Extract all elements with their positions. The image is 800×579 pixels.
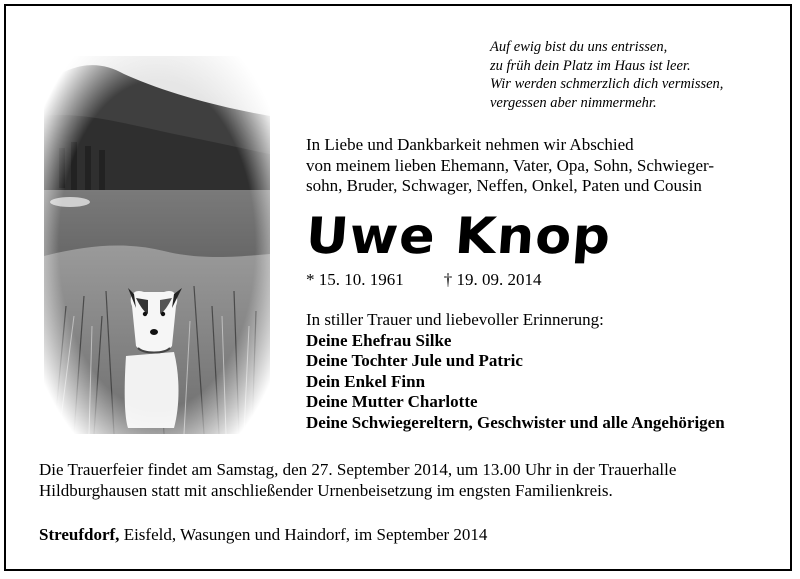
place-and-date xyxy=(39,525,487,545)
intro-line: von meinem lieben Ehemann, Vater, Opa, Sohn, Schwieger- xyxy=(306,155,714,175)
place-rest: Eisfeld, Wasungen und Haindorf, im September 2014 xyxy=(119,525,488,544)
intro-line: In Liebe und Dankbarkeit nehmen wir Abschied xyxy=(306,135,634,154)
poem-line: vergessen aber nimmermehr. xyxy=(490,94,657,111)
death-date: † 19. 09. 2014 xyxy=(443,270,542,289)
intro-text xyxy=(306,135,714,197)
mourner-entry: Deine Schwiegereltern, Geschwister und alle Angehörigen xyxy=(306,412,725,432)
mourners-block xyxy=(306,310,725,434)
memorial-poem xyxy=(490,38,723,112)
deceased-name: Uwe Knop xyxy=(303,207,614,265)
intro-line: sohn, Bruder, Schwager, Neffen, Onkel, Paten und Cousin xyxy=(306,176,702,196)
place-town: Streufdorf, xyxy=(39,525,120,544)
life-dates xyxy=(306,270,542,290)
birth-date: * 15. 10. 1961 xyxy=(306,270,404,289)
mourner-entry: Deine Ehefrau Silke xyxy=(306,330,452,350)
service-line: Die Trauerfeier findet am Samstag, den 27. September 2014, um 13.00 Uhr in der Trauerhalle xyxy=(39,460,677,479)
poem-line: zu früh dein Platz im Haus ist leer. xyxy=(490,57,691,74)
mourner-entry: Deine Tochter Jule und Patric xyxy=(306,351,523,371)
funeral-service-info xyxy=(39,460,676,501)
mourner-entry: Dein Enkel Finn xyxy=(306,371,426,391)
service-line: Hildburghausen statt mit anschließender Urnenbeisetzung im engsten Familienkreis. xyxy=(39,480,613,500)
mourner-entry: Deine Mutter Charlotte xyxy=(306,392,478,412)
mourners-lead: In stiller Trauer und liebevoller Erinnerung: xyxy=(306,310,604,329)
poem-line: Wir werden schmerzlich dich vermissen, xyxy=(490,76,724,93)
poem-line: Auf ewig bist du uns entrissen, xyxy=(490,39,668,55)
memorial-photo xyxy=(44,56,270,434)
